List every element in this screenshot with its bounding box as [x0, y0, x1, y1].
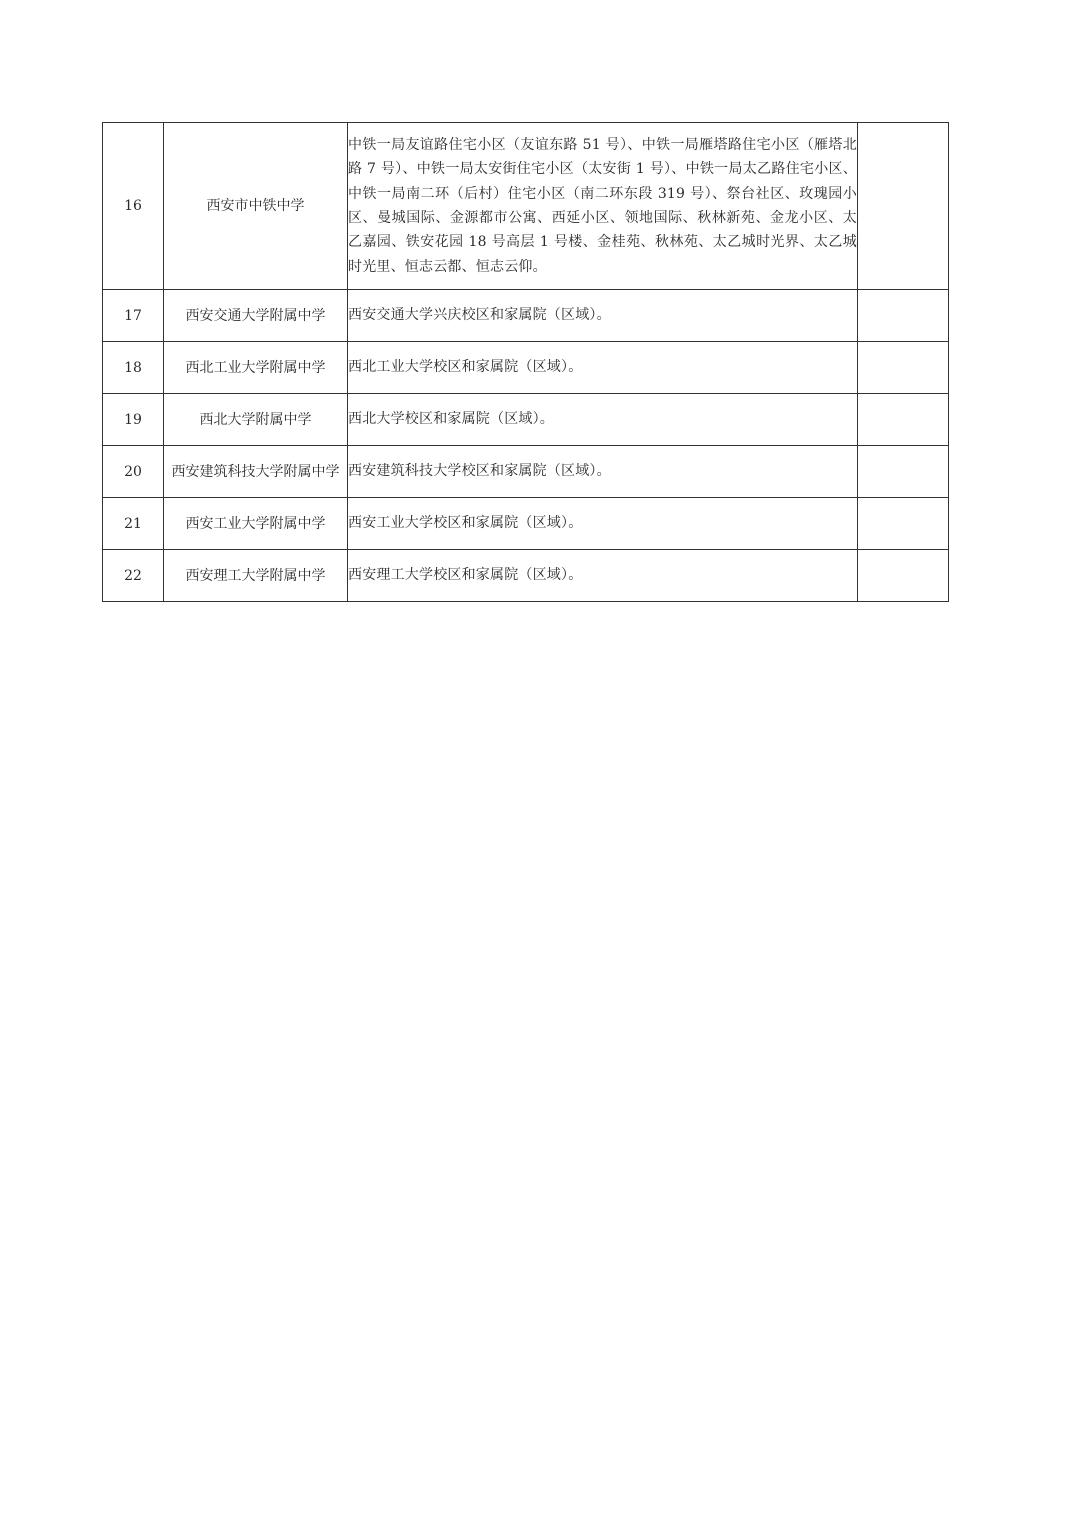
- table-row: [103, 342, 949, 394]
- table-row: [103, 123, 949, 290]
- remark-cell: [858, 498, 949, 550]
- remark-cell: [858, 123, 949, 290]
- remark-cell: [858, 550, 949, 602]
- district-area: 西安理工大学校区和家属院（区域）。: [348, 550, 858, 602]
- row-number: 18: [103, 342, 164, 394]
- school-name: 西安交通大学附属中学: [164, 290, 348, 342]
- school-name: 西安工业大学附属中学: [164, 498, 348, 550]
- school-name: 西安理工大学附属中学: [164, 550, 348, 602]
- district-area: 中铁一局友谊路住宅小区（友谊东路 51 号）、中铁一局雁塔路住宅小区（雁塔北路 7 号）、中铁一局太安街住宅小区（太安街 1 号）、中铁一局太乙路住宅小区、中铁一局南二环（后村）住宅小区（南二环东段 319 号）、祭台社区、玫瑰园小区、曼城国际、金源都市公寓、西延小区、领地国际、秋林新苑、金龙小区、太乙嘉园、铁安花园 18 号高层 1 号楼、金桂苑、秋林苑、太乙城时光界、太乙城时光里、恒志云都、恒志云仰。: [348, 123, 858, 290]
- remark-cell: [858, 290, 949, 342]
- row-number: 16: [103, 123, 164, 290]
- table-row: [103, 550, 949, 602]
- school-name: 西安建筑科技大学附属中学: [164, 446, 348, 498]
- table-row: [103, 290, 949, 342]
- school-name: 西北工业大学附属中学: [164, 342, 348, 394]
- school-district-table: [102, 122, 949, 602]
- row-number: 17: [103, 290, 164, 342]
- district-area: 西安交通大学兴庆校区和家属院（区域）。: [348, 290, 858, 342]
- district-area: 西安建筑科技大学校区和家属院（区域）。: [348, 446, 858, 498]
- district-area: 西安工业大学校区和家属院（区域）。: [348, 498, 858, 550]
- remark-cell: [858, 342, 949, 394]
- table-row: [103, 394, 949, 446]
- remark-cell: [858, 446, 949, 498]
- table-row: [103, 446, 949, 498]
- remark-cell: [858, 394, 949, 446]
- school-name: 西北大学附属中学: [164, 394, 348, 446]
- district-area: 西北大学校区和家属院（区域）。: [348, 394, 858, 446]
- row-number: 20: [103, 446, 164, 498]
- table-row: [103, 498, 949, 550]
- district-area: 西北工业大学校区和家属院（区域）。: [348, 342, 858, 394]
- row-number: 22: [103, 550, 164, 602]
- row-number: 19: [103, 394, 164, 446]
- school-name: 西安市中铁中学: [164, 123, 348, 290]
- row-number: 21: [103, 498, 164, 550]
